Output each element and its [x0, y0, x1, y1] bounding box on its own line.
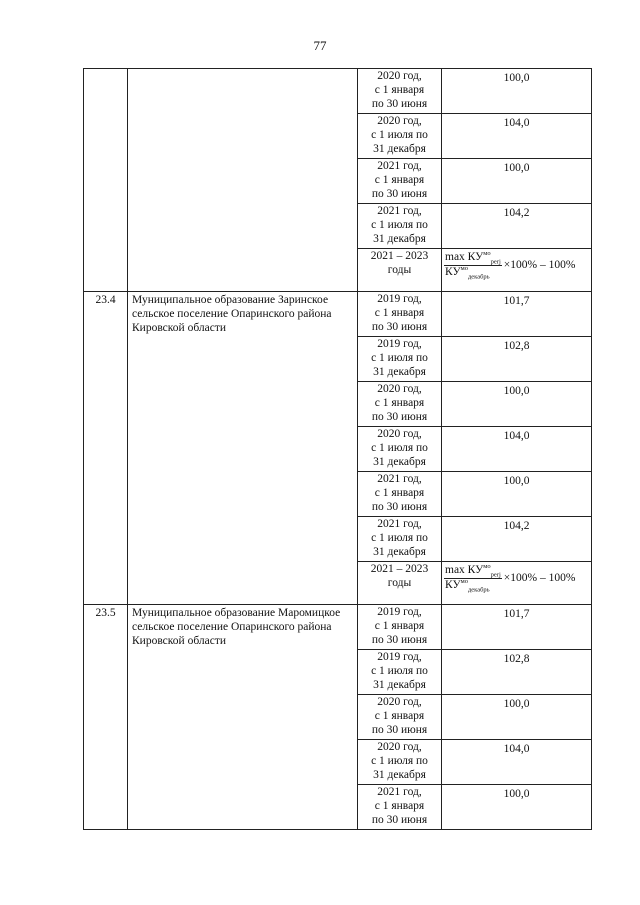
value-cell: 100,0: [442, 159, 592, 204]
period-cell: 2020 год, с 1 января по 30 июня: [358, 695, 442, 740]
value-cell: 100,0: [442, 695, 592, 740]
tariff-table: [83, 68, 592, 830]
table-row: [84, 605, 592, 650]
period-cell: 2020 год, с 1 января по 30 июня: [358, 382, 442, 427]
value-cell: 100,0: [442, 785, 592, 830]
row-number-cell: [84, 69, 128, 292]
index-formula: $\frac{\max КУ^{мо}_{perj}}{КУ^{мо}_{декабрь}}$ ×100% – 100%: [445, 250, 576, 281]
value-cell: 100,0: [442, 69, 592, 114]
period-cell: 2019 год, с 1 июля по 31 декабря: [358, 650, 442, 695]
period-cell: 2021 год, с 1 июля по 31 декабря: [358, 204, 442, 249]
period-cell: 2021 год, с 1 января по 30 июня: [358, 785, 442, 830]
value-cell: 100,0: [442, 382, 592, 427]
page-number: 77: [313, 38, 327, 53]
period-cell: 2021 год, с 1 июля по 31 декабря: [358, 517, 442, 562]
period-cell: 2020 год, с 1 января по 30 июня: [358, 69, 442, 114]
value-cell: 104,2: [442, 204, 592, 249]
value-cell: 104,0: [442, 427, 592, 472]
table-row: [84, 69, 592, 114]
table-row: [84, 292, 592, 337]
row-number-cell: 23.5: [84, 605, 128, 830]
value-cell: 100,0: [442, 472, 592, 517]
index-formula: $\frac{\max КУ^{мо}_{perj}}{КУ^{мо}_{декабрь}}$ ×100% – 100%: [445, 563, 576, 594]
municipality-name-cell: Муниципальное образование Заринское сельское поселение Опаринского района Кировской области: [128, 292, 358, 605]
municipality-name-cell: Муниципальное образование Маромицкое сельское поселение Опаринского района Кировской области: [128, 605, 358, 830]
period-cell: 2020 год, с 1 июля по 31 декабря: [358, 427, 442, 472]
period-cell: 2019 год, с 1 января по 30 июня: [358, 605, 442, 650]
formula-cell: [442, 249, 592, 292]
value-cell: 101,7: [442, 605, 592, 650]
value-cell: 104,2: [442, 517, 592, 562]
formula-cell: [442, 562, 592, 605]
period-cell: 2019 год, с 1 июля по 31 декабря: [358, 337, 442, 382]
period-cell: 2021 – 2023 годы: [358, 249, 442, 292]
municipality-name-cell: [128, 69, 358, 292]
value-cell: 102,8: [442, 650, 592, 695]
period-cell: 2019 год, с 1 января по 30 июня: [358, 292, 442, 337]
value-cell: 102,8: [442, 337, 592, 382]
value-cell: 101,7: [442, 292, 592, 337]
period-cell: 2021 год, с 1 января по 30 июня: [358, 159, 442, 204]
period-cell: 2021 год, с 1 января по 30 июня: [358, 472, 442, 517]
value-cell: 104,0: [442, 740, 592, 785]
period-cell: 2020 год, с 1 июля по 31 декабря: [358, 114, 442, 159]
row-number-cell: 23.4: [84, 292, 128, 605]
period-cell: 2020 год, с 1 июля по 31 декабря: [358, 740, 442, 785]
value-cell: 104,0: [442, 114, 592, 159]
period-cell: 2021 – 2023 годы: [358, 562, 442, 605]
